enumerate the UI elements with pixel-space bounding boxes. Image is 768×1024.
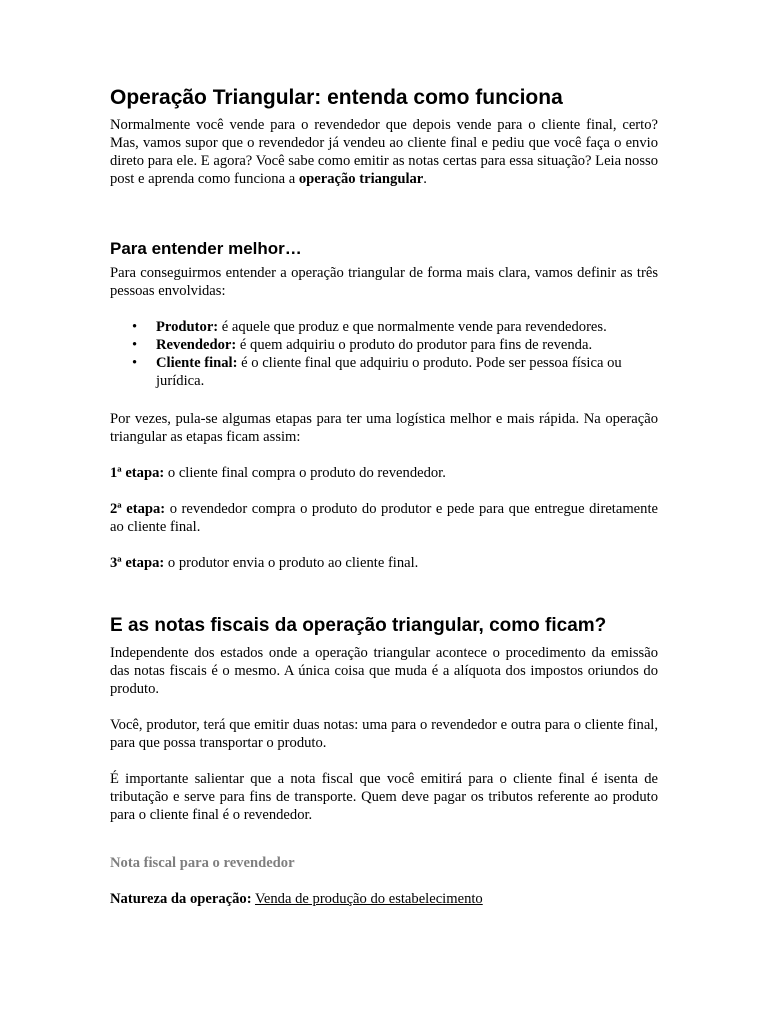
roles-list (110, 318, 658, 390)
document-page (110, 84, 658, 908)
section1-paragraph: Para conseguirmos entender a operação triangular de forma mais clara, vamos definir as três pessoas envolvidas: (110, 265, 658, 299)
section-heading-para-entender: Para entender melhor… (110, 239, 302, 258)
step-3 (110, 554, 658, 572)
intro-paragraph (110, 116, 658, 188)
intro-bold-term: operação triangular (298, 171, 424, 187)
step-1 (110, 464, 658, 482)
step-text: o produtor envia o produto ao cliente final. (164, 555, 419, 571)
list-item-term: Produtor: (156, 319, 219, 335)
step-label: 3ª etapa: (110, 555, 165, 571)
list-item-term: Cliente final: (156, 355, 238, 371)
section2-paragraph-1: Independente dos estados onde a operação triangular acontece o procedimento da emissão das notas fiscais é o mesmo. A única coisa que muda é a alíquota dos impostos oriundos do produto. (110, 645, 658, 697)
list-item-text: é aquele que produz e que normalmente vende para revendedores. (218, 319, 607, 335)
list-item-term: Revendedor: (156, 337, 237, 353)
subheading-nota-fiscal-revendedor: Nota fiscal para o revendedor (110, 855, 295, 871)
section2-paragraph-3: É importante salientar que a nota fiscal que você emitirá para o cliente final é isenta de tributação e serve para fins de transporte. Quem deve pagar os tributos referente ao produto para o cliente final é o revendedor. (110, 771, 658, 823)
step-text: o revendedor compra o produto do produtor e pede para que entregue diretamente ao cliente final. (110, 501, 658, 535)
section2-paragraph-2: Você, produtor, terá que emitir duas notas: uma para o revendedor e outra para o cliente final, para que possa transportar o produto. (110, 717, 658, 751)
step-label: 1ª etapa: (110, 465, 165, 481)
list-item-text: é o cliente final que adquiriu o produto. Pode ser pessoa física ou jurídica. (156, 355, 622, 389)
natureza-label: Natureza da operação: (110, 891, 252, 907)
list-item (156, 354, 658, 390)
intro-text: Normalmente você vende para o revendedor que depois vende para o cliente final, certo? Mas, vamos supor que o revendedor já vendeu ao cliente final e pediu que você faça o envio direto para ele. E agora? Você sabe como emitir as notas certas para essa situação? Leia nosso post e aprenda como funciona a (110, 117, 658, 187)
page-title: Operação Triangular: entenda como funciona (110, 86, 563, 109)
step-2 (110, 500, 658, 536)
list-item (156, 336, 658, 354)
list-item-text: é quem adquiriu o produto do produtor para fins de revenda. (236, 337, 593, 353)
natureza-da-operacao (110, 890, 658, 908)
list-item (156, 318, 658, 336)
section-heading-notas-fiscais: E as notas fiscais da operação triangular, como ficam? (110, 615, 607, 636)
section1-paragraph-2: Por vezes, pula-se algumas etapas para ter uma logística melhor e mais rápida. Na operação triangular as etapas ficam assim: (110, 411, 658, 445)
intro-end: . (423, 171, 427, 187)
natureza-value: Venda de produção do estabelecimento (254, 891, 483, 907)
step-text: o cliente final compra o produto do revendedor. (164, 465, 446, 481)
step-label: 2ª etapa: (110, 501, 166, 517)
